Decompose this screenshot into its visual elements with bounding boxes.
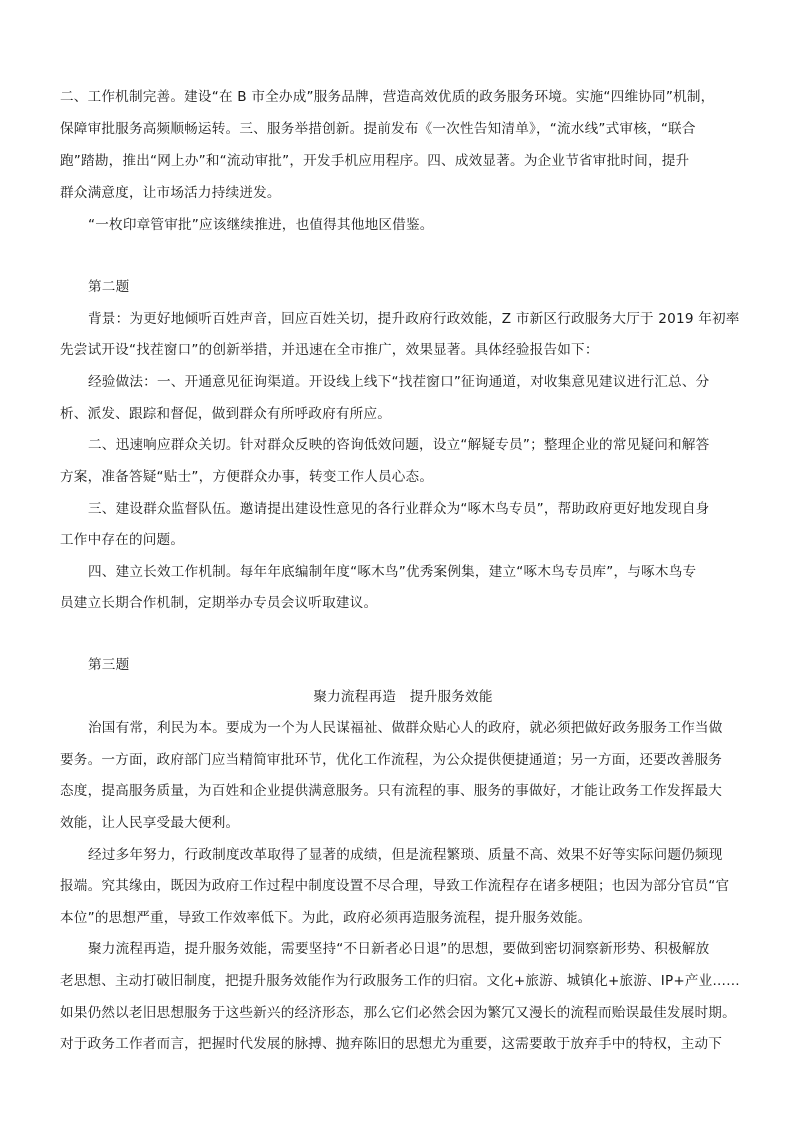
paragraph-line: 员建立长期合作机制，定期举办专员会议听取建议。 — [60, 595, 378, 611]
paragraph-line: 二、工作机制完善。建设“在 B 市全办成”服务品牌，营造高效优质的政务服务环境。实施“四维协同”机制， — [60, 89, 715, 105]
paragraph-line: 态度，提高服务质量，为百姓和企业提供满意服务。只有流程的事、服务的事做好，才能让政务工作发挥最大 — [60, 783, 723, 799]
paragraph-line: 保障审批服务高频顺畅运转。三、服务举措创新。提前发布《一次性告知清单》，“流水线”式审核，“联合 — [60, 121, 696, 137]
paragraph-line: 治国有常，利民为本。要成为一个为人民谋福祉、做群众贴心人的政府，就必须把做好政务服务工作当做 — [88, 720, 723, 736]
section-heading: 第三题 — [88, 657, 130, 673]
paragraph-line: 要务。一方面，政府部门应当精简审批环节，优化工作流程，为公众提供便捷通道；另一方面，还要改善服务 — [60, 752, 723, 768]
paragraph-line: 先尝试开设“找茬窗口”的创新举措，并迅速在全市推广，效果显著。具体经验报告如下： — [60, 342, 599, 358]
paragraph-line: 跑”踏勘，推出“网上办”和“流动审批”，开发手机应用程序。四、成效显著。为企业节省审批时间，提升 — [60, 153, 690, 169]
paragraph-line: 经验做法：一、开通意见征询渠道。开设线上线下“找茬窗口”征询通道，对收集意见建议进行汇总、分 — [88, 374, 710, 390]
paragraph-line: 方案，准备答疑“贴士”，方便群众办事，转变工作人员心态。 — [60, 469, 434, 485]
section-heading: 第二题 — [88, 279, 130, 295]
paragraph-line: 本位”的思想严重，导致工作效率低下。为此，政府必须再造服务流程，提升服务效能。 — [60, 910, 592, 926]
paragraph-line: 析、派发、跟踪和督促，做到群众有所呼政府有所应。 — [60, 406, 392, 422]
paragraph-line: 经过多年努力，行政制度改革取得了显著的成绩，但是流程繁琐、质量不高、效果不好等实际问题仍频现 — [88, 847, 723, 863]
paragraph-line: 四、建立长效工作机制。每年年底编制年度“啄木鸟”优秀案例集，建立“啄木鸟专员库”，与啄木鸟专 — [88, 564, 697, 580]
paragraph-line: 二、迅速响应群众关切。针对群众反映的咨询低效问题，设立“解疑专员”；整理企业的常见疑问和解答 — [88, 437, 710, 453]
paragraph-line: 如果仍然以老旧思想服务于这些新兴的经济形态，那么它们必然会因为繁冗又漫长的流程而贻误最佳发展时期。 — [60, 1005, 736, 1021]
essay-title: 聚力流程再造 提升服务效能 — [313, 689, 493, 705]
paragraph-line: 老思想、主动打破旧制度，把提升服务效能作为行政服务工作的归宿。文化+旅游、城镇化+旅游、IP+产业…… — [60, 973, 740, 989]
paragraph-line: 背景：为更好地倾听百姓声音，回应百姓关切，提升政府行政效能，Z 市新区行政服务大厅于 2019 年初率 — [88, 311, 740, 327]
paragraph-line: 对于政务工作者而言，把握时代发展的脉搏、抛弃陈旧的思想尤为重要，这需要敢于放弃手中的特权，主动下 — [60, 1036, 723, 1052]
paragraph-line: 三、建设群众监督队伍。邀请提出建设性意见的各行业群众为“啄木鸟专员”，帮助政府更好地发现自身 — [88, 501, 710, 517]
paragraph-line: 工作中存在的问题。 — [60, 532, 185, 548]
paragraph-line: 聚力流程再造，提升服务效能，需要坚持“不日新者必日退”的思想，要做到密切洞察新形势、积极解放 — [88, 941, 710, 957]
paragraph-line: 效能，让人民享受最大便利。 — [60, 815, 240, 831]
paragraph-line: “一枚印章管审批”应该继续推进，也值得其他地区借鉴。 — [88, 217, 434, 233]
paragraph-line: 报端。究其缘由，既因为政府工作过程中制度设置不尽合理，导致工作流程存在诸多梗阻；也因为部分官员“官 — [60, 878, 730, 894]
paragraph-line: 群众满意度，让市场活力持续迸发。 — [60, 185, 281, 201]
